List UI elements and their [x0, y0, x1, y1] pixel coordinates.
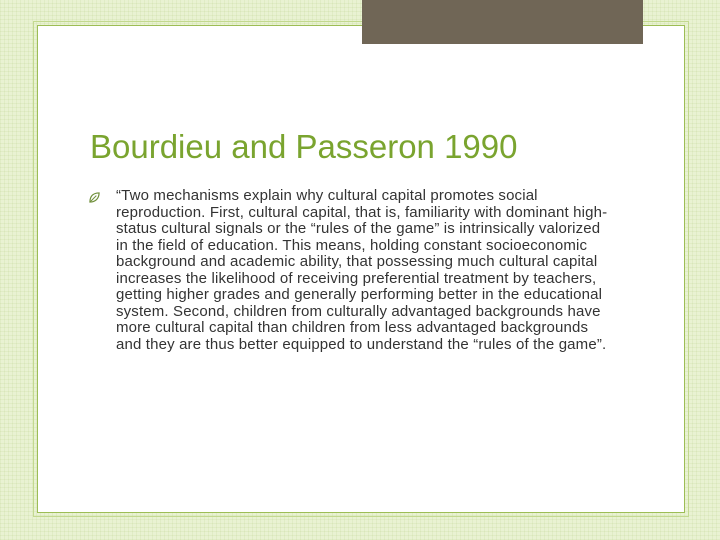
header-accent-bar [362, 0, 643, 44]
slide-title: Bourdieu and Passeron 1990 [90, 128, 518, 165]
leaf-bullet-icon [89, 188, 116, 208]
bullet-item [89, 188, 609, 353]
bullet-text: “Two mechanisms explain why cultural capital promotes social reproduction. First, cultural capital, that is, familiarity with dominant high-status cultural signals or the “rules of the game” is intrinsically valorized in the field of education. This means, holding constant socioeconomic background and academic ability, that possessing much cultural capital increases the likelihood of receiving preferential treatment by teachers, getting higher grades and generally performing better in the educational system. Second, children from culturally advantaged backgrounds have more cultural capital than children from less advantaged backgrounds and they are thus better equipped to understand the “rules of the game”. [116, 187, 608, 353]
